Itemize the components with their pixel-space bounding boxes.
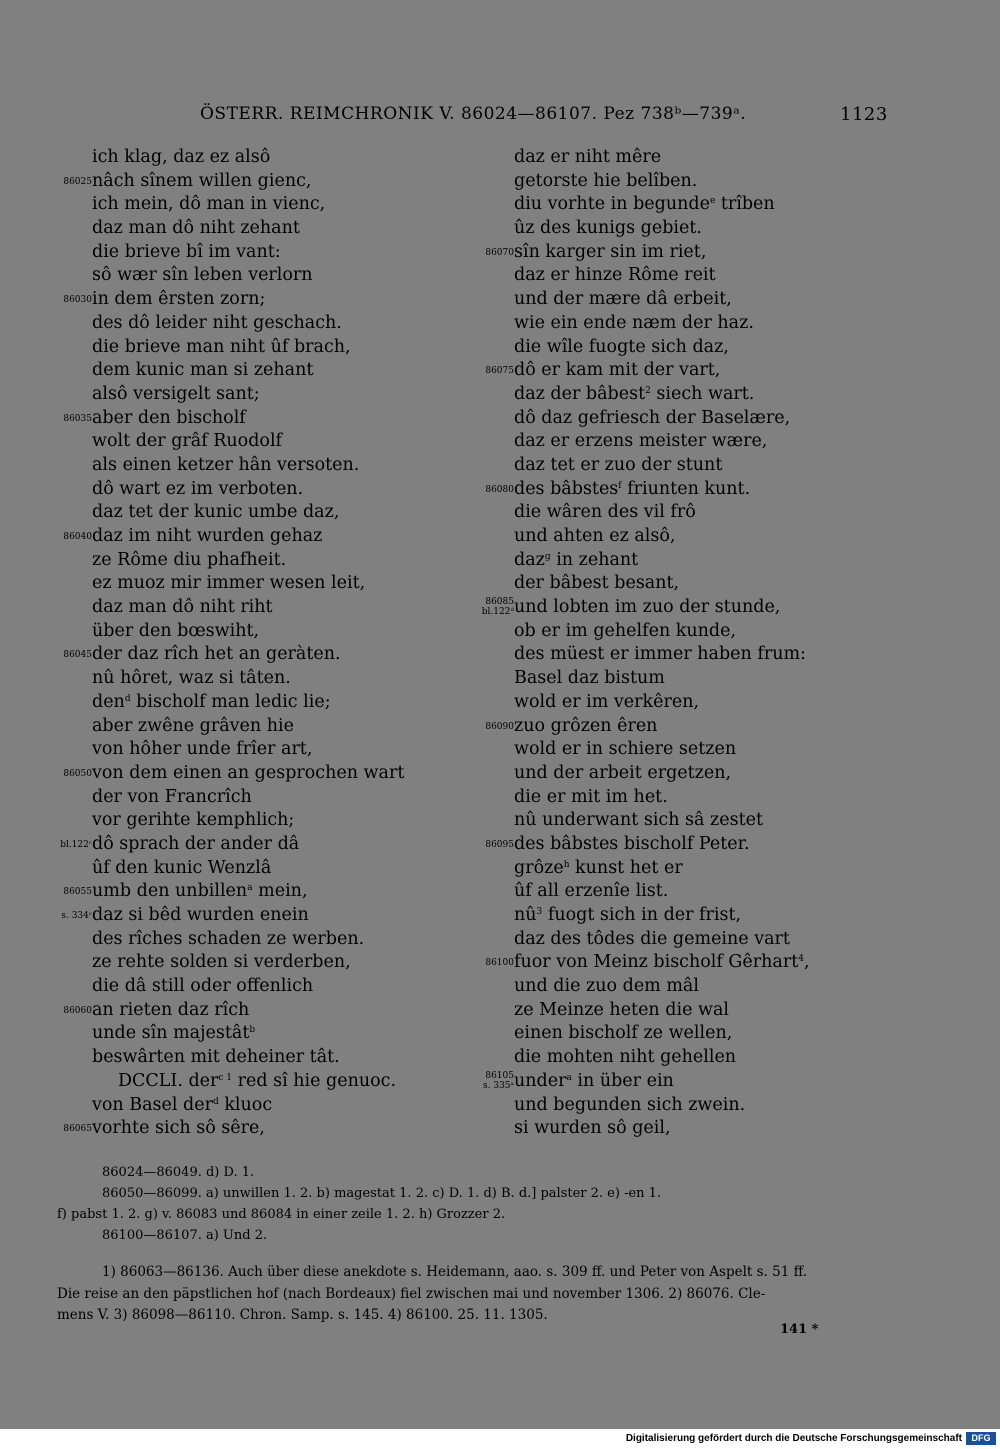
verse-text: aber den bischolf bbox=[92, 407, 246, 428]
verse-text: unde sîn majestât$^b$ bbox=[92, 1023, 256, 1044]
verse-number: 86050 bbox=[63, 768, 92, 779]
verse-line bbox=[52, 715, 472, 739]
verse-text: ez muoz mir immer wesen leit, bbox=[92, 573, 366, 594]
note-marker: a bbox=[566, 1072, 572, 1083]
verse-line bbox=[474, 833, 894, 857]
verse-line bbox=[52, 359, 472, 383]
verse-line bbox=[474, 809, 894, 833]
verse-text: wold er in schiere setzen bbox=[514, 739, 737, 760]
verse-line bbox=[52, 454, 472, 478]
verse-text: sô wær sîn leben verlorn bbox=[92, 265, 313, 286]
verse-line bbox=[52, 478, 472, 502]
verse-line bbox=[474, 146, 894, 170]
verse-line bbox=[474, 549, 894, 573]
verse-line bbox=[474, 928, 894, 952]
verse-text: fuor von Meinz bischolf Gêrhart$^4$, bbox=[514, 952, 810, 973]
verse-line bbox=[52, 1046, 472, 1070]
verse-number: 86030 bbox=[63, 295, 92, 306]
verse-line bbox=[474, 1022, 894, 1046]
verse-line bbox=[474, 880, 894, 904]
verse-line bbox=[52, 762, 472, 786]
verse-text: ze Meinze heten die wal bbox=[514, 999, 729, 1020]
note-marker: c 1 bbox=[218, 1072, 233, 1083]
verse-text: sîn karger sin im riet, bbox=[514, 241, 707, 262]
verse-line bbox=[474, 738, 894, 762]
verse-line bbox=[52, 312, 472, 336]
verse-text: daz der bâbest$^2$ siech wart. bbox=[514, 383, 755, 404]
note-marker: e bbox=[709, 196, 716, 207]
verse-text: beswârten mit deheiner tât. bbox=[92, 1047, 340, 1068]
verse-line bbox=[474, 217, 894, 241]
verse-text: dô er kam mit der vart, bbox=[514, 360, 721, 381]
verse-line bbox=[474, 264, 894, 288]
verse-line bbox=[52, 928, 472, 952]
verse-text: $nû^3$ fuogt sich in der frist, bbox=[514, 905, 742, 925]
variant-note-line: 86050—86099. a) unwillen 1. 2. b) magestat 1. 2. c) D. 1. d) B. d.] palster 2. e) -en 1. bbox=[102, 1186, 662, 1201]
verse-text: dô wart ez im verboten. bbox=[92, 478, 304, 499]
verse-text: daz er hinze Rôme reit bbox=[514, 265, 716, 286]
verse-text: alsô versigelt sant; bbox=[92, 383, 260, 404]
verse-line bbox=[474, 951, 894, 975]
verse-number: 86080 bbox=[485, 484, 514, 495]
verse-number: 86055 bbox=[63, 887, 92, 898]
verse-text: aber zwêne grâven hie bbox=[92, 715, 294, 736]
verse-number: 86105 s. 335ᵃ bbox=[483, 1070, 514, 1091]
verse-text: nâch sînem willen gienc, bbox=[92, 170, 312, 191]
verse-text: daz tet der kunic umbe daz, bbox=[92, 502, 340, 523]
verse-text: die er mit im het. bbox=[514, 786, 668, 807]
verse-text: den$^d$ bischolf man ledic lie; bbox=[92, 691, 331, 712]
running-title: ÖSTERR. REIMCHRONIK V. 86024—86107. Pez 738ᵇ—739ᵃ. bbox=[200, 104, 747, 124]
left-verse-column bbox=[52, 146, 472, 1141]
verse-number: bl.122ᶜ bbox=[60, 839, 92, 850]
verse-line bbox=[52, 667, 472, 691]
verse-line bbox=[52, 880, 472, 904]
verse-text: umb den unbillen$^a$ mein, bbox=[92, 881, 308, 902]
verse-text: vor gerihte kemphlich; bbox=[92, 810, 295, 831]
note-marker: 3 bbox=[536, 907, 543, 917]
verse-text: von hôher unde frîer art, bbox=[92, 739, 313, 760]
footnotes bbox=[57, 1262, 887, 1327]
verse-text: DCCLI. der$^{c 1}$ red sî hie genuoc. bbox=[118, 1070, 397, 1091]
verse-line bbox=[474, 478, 894, 502]
verse-line bbox=[52, 241, 472, 265]
verse-text: des dô leider niht geschach. bbox=[92, 312, 342, 333]
note-marker: 2 bbox=[645, 385, 651, 396]
verse-text: der von Francrîch bbox=[92, 786, 252, 807]
verse-number: 86065 bbox=[63, 1124, 92, 1135]
verse-line bbox=[52, 904, 472, 928]
verse-line bbox=[52, 951, 472, 975]
verse-number: 86095 bbox=[485, 839, 514, 850]
page-header bbox=[0, 104, 1000, 128]
verse-text: daz er erzens meister wære, bbox=[514, 431, 768, 452]
verse-text: ûf den kunic Wenzlâ bbox=[92, 857, 272, 878]
verse-line bbox=[52, 383, 472, 407]
verse-line bbox=[474, 383, 894, 407]
verse-number: 86035 bbox=[63, 413, 92, 424]
verse-text: als einen ketzer hân versoten. bbox=[92, 454, 360, 475]
verse-text: ich mein, dô man in vienc, bbox=[92, 194, 326, 215]
verse-text: ob er im gehelfen kunde, bbox=[514, 620, 737, 641]
verse-text: grôze$^h$ kunst het er bbox=[514, 857, 683, 878]
verse-text: die wîle fuogte sich daz, bbox=[514, 336, 729, 357]
verse-line bbox=[474, 596, 894, 620]
verse-number: 86075 bbox=[485, 366, 514, 377]
note-marker: b bbox=[249, 1025, 256, 1036]
verse-line bbox=[52, 786, 472, 810]
verse-line bbox=[474, 999, 894, 1023]
footnote-line: Die reise an den päpstlichen hof (nach Bordeaux) fiel zwischen mai und november 1306. 2) 86076. Cle- bbox=[57, 1285, 766, 1302]
verse-text: daz si bêd wurden enein bbox=[92, 905, 309, 925]
verse-line bbox=[52, 288, 472, 312]
verse-line bbox=[52, 501, 472, 525]
verse-line bbox=[52, 975, 472, 999]
verse-text: und ahten ez alsô, bbox=[514, 526, 676, 546]
verse-text: und der arbeit ergetzen, bbox=[514, 762, 732, 783]
verse-text: die mohten niht gehellen bbox=[514, 1047, 737, 1068]
verse-line bbox=[474, 1070, 894, 1094]
verse-line bbox=[474, 454, 894, 478]
verse-number: 86100 bbox=[485, 958, 514, 969]
verse-line bbox=[52, 430, 472, 454]
verse-text: zuo grôzen êren bbox=[514, 715, 658, 736]
verse-line bbox=[474, 857, 894, 881]
verse-line bbox=[52, 738, 472, 762]
verse-line bbox=[52, 572, 472, 596]
verse-line bbox=[474, 241, 894, 265]
verse-text: der bâbest besant, bbox=[514, 573, 680, 594]
verse-text: vorhte sich sô sêre, bbox=[92, 1118, 265, 1139]
verse-text: ich klag, daz ez alsô bbox=[92, 147, 271, 167]
verse-line bbox=[474, 620, 894, 644]
printer-signature: 141 * bbox=[780, 1322, 819, 1337]
verse-text: in dem êrsten zorn; bbox=[92, 289, 266, 310]
verse-text: daz tet er zuo der stunt bbox=[514, 454, 723, 475]
note-marker: 4 bbox=[798, 954, 804, 965]
verse-line bbox=[52, 857, 472, 881]
verse-line bbox=[474, 430, 894, 454]
verse-line bbox=[52, 336, 472, 360]
verse-text: des müest er immer haben frum: bbox=[514, 644, 806, 665]
verse-number: 86090 bbox=[485, 721, 514, 732]
verse-line bbox=[474, 975, 894, 999]
verse-text: des bâbstes bischolf Peter. bbox=[514, 833, 750, 854]
verse-text: nû underwant sich sâ zestet bbox=[514, 810, 764, 831]
variant-note-line: f) pabst 1. 2. g) v. 86083 und 86084 in einer zeile 1. 2. h) Grozzer 2. bbox=[57, 1207, 506, 1222]
verse-text: wie ein ende næm der haz. bbox=[514, 312, 754, 333]
verse-line bbox=[52, 1022, 472, 1046]
note-marker: d bbox=[124, 693, 131, 704]
verse-text: daz man dô niht zehant bbox=[92, 218, 300, 239]
verse-text: si wurden sô geil, bbox=[514, 1118, 671, 1139]
verse-text: getorste hie belîben. bbox=[514, 170, 698, 191]
verse-text: die dâ still oder offenlich bbox=[92, 976, 314, 997]
verse-text: daz man dô niht riht bbox=[92, 597, 273, 618]
verse-line bbox=[52, 217, 472, 241]
verse-line bbox=[52, 596, 472, 620]
verse-line bbox=[474, 1094, 894, 1118]
verse-text: wolt der grâf Ruodolf bbox=[92, 431, 283, 452]
verse-text: und der mære dâ erbeit, bbox=[514, 289, 732, 310]
variant-note-line: 86024—86049. d) D. 1. bbox=[102, 1165, 255, 1180]
right-verse-column bbox=[474, 146, 894, 1141]
verse-line bbox=[474, 288, 894, 312]
verse-text: dem kunic man si zehant bbox=[92, 360, 314, 381]
verse-number: 86085 bl.122ᵈ bbox=[481, 597, 514, 618]
verse-text: an rieten daz rîch bbox=[92, 999, 250, 1020]
dfg-logo: DFG bbox=[966, 1432, 996, 1445]
verse-line bbox=[474, 572, 894, 596]
funding-notice: Digitalisierung gefördert durch die Deutsche Forschungsgemeinschaft bbox=[625, 1433, 962, 1444]
verse-text: daz des tôdes die gemeine vart bbox=[514, 928, 790, 949]
verse-line bbox=[474, 786, 894, 810]
verse-text: dô daz gefriesch der Baselære, bbox=[514, 407, 791, 428]
verse-text: des rîches schaden ze werben. bbox=[92, 928, 365, 949]
verse-text: über den bœswiht, bbox=[92, 620, 260, 641]
variant-note-line: 86100—86107. a) Und 2. bbox=[102, 1228, 268, 1243]
note-marker: a bbox=[247, 883, 253, 894]
verse-line bbox=[52, 525, 472, 549]
footer-bar bbox=[0, 1429, 1000, 1449]
verse-text: die wâren des vil frô bbox=[514, 502, 696, 523]
verse-line bbox=[474, 667, 894, 691]
note-marker: g bbox=[544, 551, 551, 562]
verse-line bbox=[52, 170, 472, 194]
verse-number: 86025 bbox=[63, 176, 92, 187]
verse-line bbox=[52, 146, 472, 170]
verse-text: daz$^g$ in zehant bbox=[514, 549, 639, 570]
verse-line bbox=[474, 904, 894, 928]
verse-line bbox=[474, 715, 894, 739]
verse-line bbox=[474, 336, 894, 360]
verse-line bbox=[52, 1094, 472, 1118]
verse-text: und lobten im zuo der stunde, bbox=[514, 597, 781, 618]
verse-line bbox=[474, 1117, 894, 1141]
verse-line bbox=[474, 193, 894, 217]
verse-line bbox=[474, 525, 894, 549]
verse-line bbox=[474, 762, 894, 786]
verse-number: 86060 bbox=[63, 1005, 92, 1016]
verse-text: wold er im verkêren, bbox=[514, 691, 700, 712]
verse-text: dô sprach der ander dâ bbox=[92, 833, 300, 854]
footnote-line: mens V. 3) 86098—86110. Chron. Samp. s. 145. 4) 86100. 25. 11. 1305. bbox=[57, 1307, 548, 1323]
verse-text: die brieve bî im vant: bbox=[92, 241, 281, 262]
verse-text: nû hôret, waz si tâten. bbox=[92, 668, 291, 689]
verse-text: und die zuo dem mâl bbox=[514, 976, 699, 997]
verse-text: diu vorhte in begunde$^e$ trîben bbox=[514, 194, 775, 215]
verse-text: einen bischolf ze wellen, bbox=[514, 1023, 733, 1044]
footnote-line: 1) 86063—86136. Auch über diese anekdote s. Heidemann, aao. s. 309 ff. und Peter von Aspelt s. 51 ff. bbox=[102, 1264, 808, 1280]
verse-text: daz im niht wurden gehaz bbox=[92, 526, 323, 546]
note-marker: h bbox=[563, 859, 570, 870]
note-marker: f bbox=[618, 480, 622, 491]
verse-line bbox=[474, 359, 894, 383]
verse-line bbox=[52, 1070, 472, 1094]
verse-number: 86040 bbox=[63, 532, 92, 542]
verse-text: under$^a$ in über ein bbox=[514, 1070, 674, 1091]
page-number: 1123 bbox=[840, 104, 888, 125]
verse-line bbox=[52, 691, 472, 715]
verse-text: die brieve man niht ûf brach, bbox=[92, 336, 351, 357]
verse-line bbox=[52, 193, 472, 217]
verse-text: Basel daz bistum bbox=[514, 668, 665, 689]
verse-line bbox=[52, 620, 472, 644]
verse-line bbox=[474, 501, 894, 525]
verse-number: 86070 bbox=[485, 247, 514, 258]
verse-text: daz er niht mêre bbox=[514, 147, 662, 167]
verse-text: und begunden sich zwein. bbox=[514, 1094, 746, 1115]
verse-line bbox=[52, 809, 472, 833]
verse-line bbox=[52, 643, 472, 667]
verse-line bbox=[52, 1117, 472, 1141]
verse-text: der daz rîch het an geràten. bbox=[92, 644, 341, 665]
verse-number: s. 334ᶜ bbox=[61, 911, 92, 921]
verse-text: ze Rôme diu phafheit. bbox=[92, 549, 287, 570]
verse-line bbox=[474, 407, 894, 431]
verse-number: 86045 bbox=[63, 650, 92, 661]
verse-line bbox=[474, 1046, 894, 1070]
verse-line bbox=[474, 643, 894, 667]
verse-text: von Basel der$^d$ kluoc bbox=[92, 1094, 273, 1115]
note-marker: d bbox=[212, 1096, 219, 1107]
verse-line bbox=[52, 999, 472, 1023]
verse-line bbox=[474, 691, 894, 715]
verse-line bbox=[52, 833, 472, 857]
verse-line bbox=[52, 407, 472, 431]
variant-apparatus bbox=[57, 1162, 887, 1246]
verse-line bbox=[474, 170, 894, 194]
verse-line bbox=[52, 264, 472, 288]
verse-text: ûf all erzenîe list. bbox=[514, 881, 669, 902]
verse-text: ze rehte solden si verderben, bbox=[92, 952, 351, 973]
verse-line bbox=[474, 312, 894, 336]
verse-text: von dem einen an gesprochen wart bbox=[92, 762, 405, 783]
verse-line bbox=[52, 549, 472, 573]
verse-text: des bâbstes$^f$ friunten kunt. bbox=[514, 478, 751, 499]
verse-text: ûz des kunigs gebiet. bbox=[514, 218, 702, 239]
